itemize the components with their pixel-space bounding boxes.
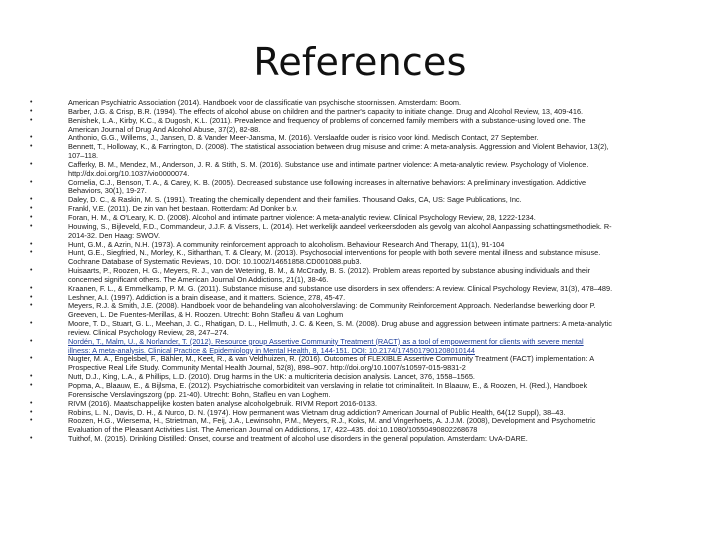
reference-text: Anthonio, G.G., Willems, J., Jansen, D. & Vander Meer-Jansma, M. (2016). Verslaafde ouder is risico voor kind. Medisch Contact, 27 September. bbox=[68, 133, 539, 143]
reference-item bbox=[30, 161, 692, 179]
reference-item bbox=[30, 435, 692, 444]
reference-item bbox=[30, 320, 692, 338]
bullet-icon: • bbox=[30, 355, 33, 363]
reference-item bbox=[30, 143, 692, 161]
reference-list bbox=[30, 99, 692, 444]
reference-text: Kraanen, F. L., & Emmelkamp, P. M. G. (2011). Substance misuse and substance use disorders in sex offenders: A review. Clinical Psychology Review, 31(3), 478–489. bbox=[68, 283, 613, 293]
reference-item[interactable] bbox=[30, 338, 692, 356]
reference-text: Meyers, R.J. & Smith, J.E. (2008). Handboek voor de behandeling van alcoholverslaving: de Community Reinforcement Approach. Nederlandse bewerking door P. Greeven, L. De Fuentes-Merillas, & H. Roozen. Utrecht: Bohn Stafleu & van Loghum bbox=[68, 301, 596, 320]
reference-text: Roozen, H.G., Wiersema, H., Strietman, M., Feij, J.A., Lewinsohn, P.M., Meyers, R.J., Koks, M. and Vingerhoets, A. J.J.M. (2008), Development and Psychometric Evaluation of the Pleasant Activities List. The American Journal on Addictions, 17, 422–435. doi:10.1080/10550490802268678 bbox=[68, 416, 596, 435]
reference-text: Nutt, D.J., King, L.A., & Phillips, L.D. (2010). Drug harms in the UK: a multicriteria decision analysis. Lancet, 376, 1558–1565. bbox=[68, 372, 475, 382]
reference-text: Robins, L. N., Davis, D. H., & Nurco, D. N. (1974). How permanent was Vietnam drug addiction? American Journal of Public Health, 64(12 Suppl), 38–43. bbox=[68, 407, 566, 417]
bullet-icon: • bbox=[30, 222, 33, 230]
bullet-icon: • bbox=[30, 99, 33, 106]
reference-item bbox=[30, 267, 692, 285]
bullet-icon: • bbox=[30, 205, 33, 213]
reference-item bbox=[30, 179, 692, 197]
reference-text: Moore, T. D., Stuart, G. L., Meehan, J. C., Rhatigan, D. L., Hellmuth, J. C. & Keen, S. M. (2008). Drug abuse and aggression between intimate partners: A meta-analytic review. Clinical Psychology Review, 28, 247–274. bbox=[68, 319, 612, 337]
reference-text: Cafferky, B. M., Mendez, M., Anderson, J. R. & Stith, S. M. (2016). Substance use and intimate partner violence: A meta-analytic review. Psychology of Violence. http://dx.doi.org/10.1037/vio0000074. bbox=[68, 159, 589, 178]
reference-text: Huisaarts, P., Roozen, H. G., Meyers, R. J., van de Wetering, B. M., & McCrady, B. S. (2012). Problem areas reported by substance abusing individuals and their concerned significant others. The American Journal On Addictions, 21(1), 38-46. bbox=[68, 266, 591, 284]
reference-text: Hunt, G.E., Siegfried, N., Morley, K., Sitharthan, T. & Cleary, M. (2013). Psychosocial interventions for people with both severe mental illness and substance misuse. Cochrane Database of Systematic Reviews, 10. DOI: 10.1002/14651858.CD001088.pub3. bbox=[68, 248, 601, 267]
reference-item bbox=[30, 117, 692, 135]
bullet-icon: • bbox=[30, 293, 33, 301]
bullet-icon: • bbox=[30, 196, 33, 204]
bullet-icon: • bbox=[30, 267, 33, 275]
bullet-icon: • bbox=[30, 143, 33, 151]
reference-text: Frankl, V.E. (2011). De zin van het bestaan. Rotterdam: Ad Donker b.v. bbox=[68, 204, 298, 214]
bullet-icon: • bbox=[30, 373, 33, 381]
bullet-icon: • bbox=[30, 399, 33, 407]
bullet-icon: • bbox=[30, 408, 33, 416]
reference-item bbox=[30, 249, 692, 267]
reference-text: Benishek, L.A., Kirby, K.C., & Dugosh, K.L. (2011). Prevalence and frequency of problems of concerned family members with a substance-using loved one. The American Journal of Drug And Alcohol Abuse, 37(2), 82-88. bbox=[68, 115, 586, 134]
reference-text: Popma, A., Blaauw, E., & Bijlsma, E. (2012). Psychiatrische comorbiditeit van verslaving in relatie tot criminaliteit. In Blaauw, E., & Roozen, H. (Red.), Handboek Forensische Verslavingszorg (pp. 21-40). Utrecht: Bohn, Stafleu en van Loghem. bbox=[68, 381, 588, 399]
bullet-icon: • bbox=[30, 134, 33, 142]
reference-text: Leshner, A.I. (1997). Addiction is a brain disease, and it matters. Science, 278, 45-47. bbox=[68, 292, 346, 302]
reference-text: American Psychiatric Association (2014). Handboek voor de classificatie van psychische stoornissen. Amsterdam: Boom. bbox=[68, 98, 462, 107]
bullet-icon: • bbox=[30, 284, 33, 292]
reference-text: Houwing, S., Bijleveld, F.D., Commandeur, J.J.F. & Vissers, L. (2014). Het werkelijk aandeel verkeersdoden als gevolg van alcohol Aanpassing schattingsmethodiek. R- 2014-32. Den Haag: SWOV. bbox=[68, 221, 612, 240]
reference-text: Tuithof, M. (2015). Drinking Distilled: Onset, course and treatment of alcohol use disorders in the general population. Amsterdam: UvA-DARE. bbox=[68, 434, 528, 444]
reference-text: Hunt, G.M., & Azrin, N.H. (1973). A community reinforcement approach to alcoholism. Behaviour Research And Therapy, 11(1), 91-104 bbox=[68, 239, 505, 249]
bullet-icon: • bbox=[30, 178, 33, 186]
bullet-icon: • bbox=[30, 435, 33, 443]
reference-text: Daley, D. C., & Raskin, M. S. (1991). Treating the chemically dependent and their families. Thousand Oaks, CA, US: Sage Publications, Inc. bbox=[68, 195, 522, 205]
bullet-icon: • bbox=[30, 417, 33, 425]
reference-item bbox=[30, 382, 692, 400]
bullet-icon: • bbox=[30, 240, 33, 248]
bullet-icon: • bbox=[30, 337, 33, 345]
bullet-icon: • bbox=[30, 160, 33, 168]
reference-text: Nugter, M. A., Engelsbel, F., Bähler, M., Keet, R., & van Veldhuizen, R. (2016). Outcomes of FLEXIBLE Assertive Community Treatment (FACT) implementation: A Prospective Real Life Study. Community Mental Health Journal, 52(8), 898–907. http://doi.org/10.1007/s10597-015-9831-2 bbox=[68, 354, 595, 373]
bullet-icon: • bbox=[30, 107, 33, 115]
reference-text: Nordén, T., Malm, U., & Norlander, T. (2012). Resource group Assertive Community Treatment (RACT) as a tool of empowerment for clients with severe mental illness: A meta-analysis. Clinical Practice & Epidemiology in Mental Health, 8, 144-151. DOI: 10.2174/1745017901208010144 bbox=[68, 336, 584, 355]
reference-item bbox=[30, 223, 692, 241]
reference-text: Barber, J.G. & Crisp, B.R. (1994). The effects of alcohol abuse on children and the partner's capacity to initiate change. Drug and Alcohol Review, 13, 409-416. bbox=[68, 106, 584, 116]
bullet-icon: • bbox=[30, 213, 33, 221]
reference-item bbox=[30, 417, 692, 435]
reference-text: Cornelia, C.J., Benson, T. A., & Carey, K. B. (2005). Decreased substance use following increases in alternative behaviors: A preliminary investigation. Addictive Behaviors, 30(1), 19-27. bbox=[68, 177, 587, 196]
bullet-icon: • bbox=[30, 302, 33, 310]
reference-item bbox=[30, 355, 692, 373]
bullet-icon: • bbox=[30, 320, 33, 328]
reference-item bbox=[30, 302, 692, 320]
slide-title: References bbox=[253, 40, 467, 84]
reference-text: RIVM (2016). Maatschappelijke kosten baten analyse alcoholgebruik. RIVM Report 2016-0133. bbox=[68, 398, 378, 408]
reference-text: Foran, H. M., & O'Leary, K. D. (2008). Alcohol and intimate partner violence: A meta-analytic review. Clinical Psychology Review, 28, 1222-1234. bbox=[68, 212, 536, 222]
reference-text: Bennett, T., Holloway, K., & Farrington, D. (2008). The statistical association between drug misuse and crime: A meta-analysis. Aggression and Violent Behavior, 13(2), 107–118. bbox=[68, 142, 609, 161]
bullet-icon: • bbox=[30, 249, 33, 257]
bullet-icon: • bbox=[30, 116, 33, 124]
bullet-icon: • bbox=[30, 382, 33, 389]
